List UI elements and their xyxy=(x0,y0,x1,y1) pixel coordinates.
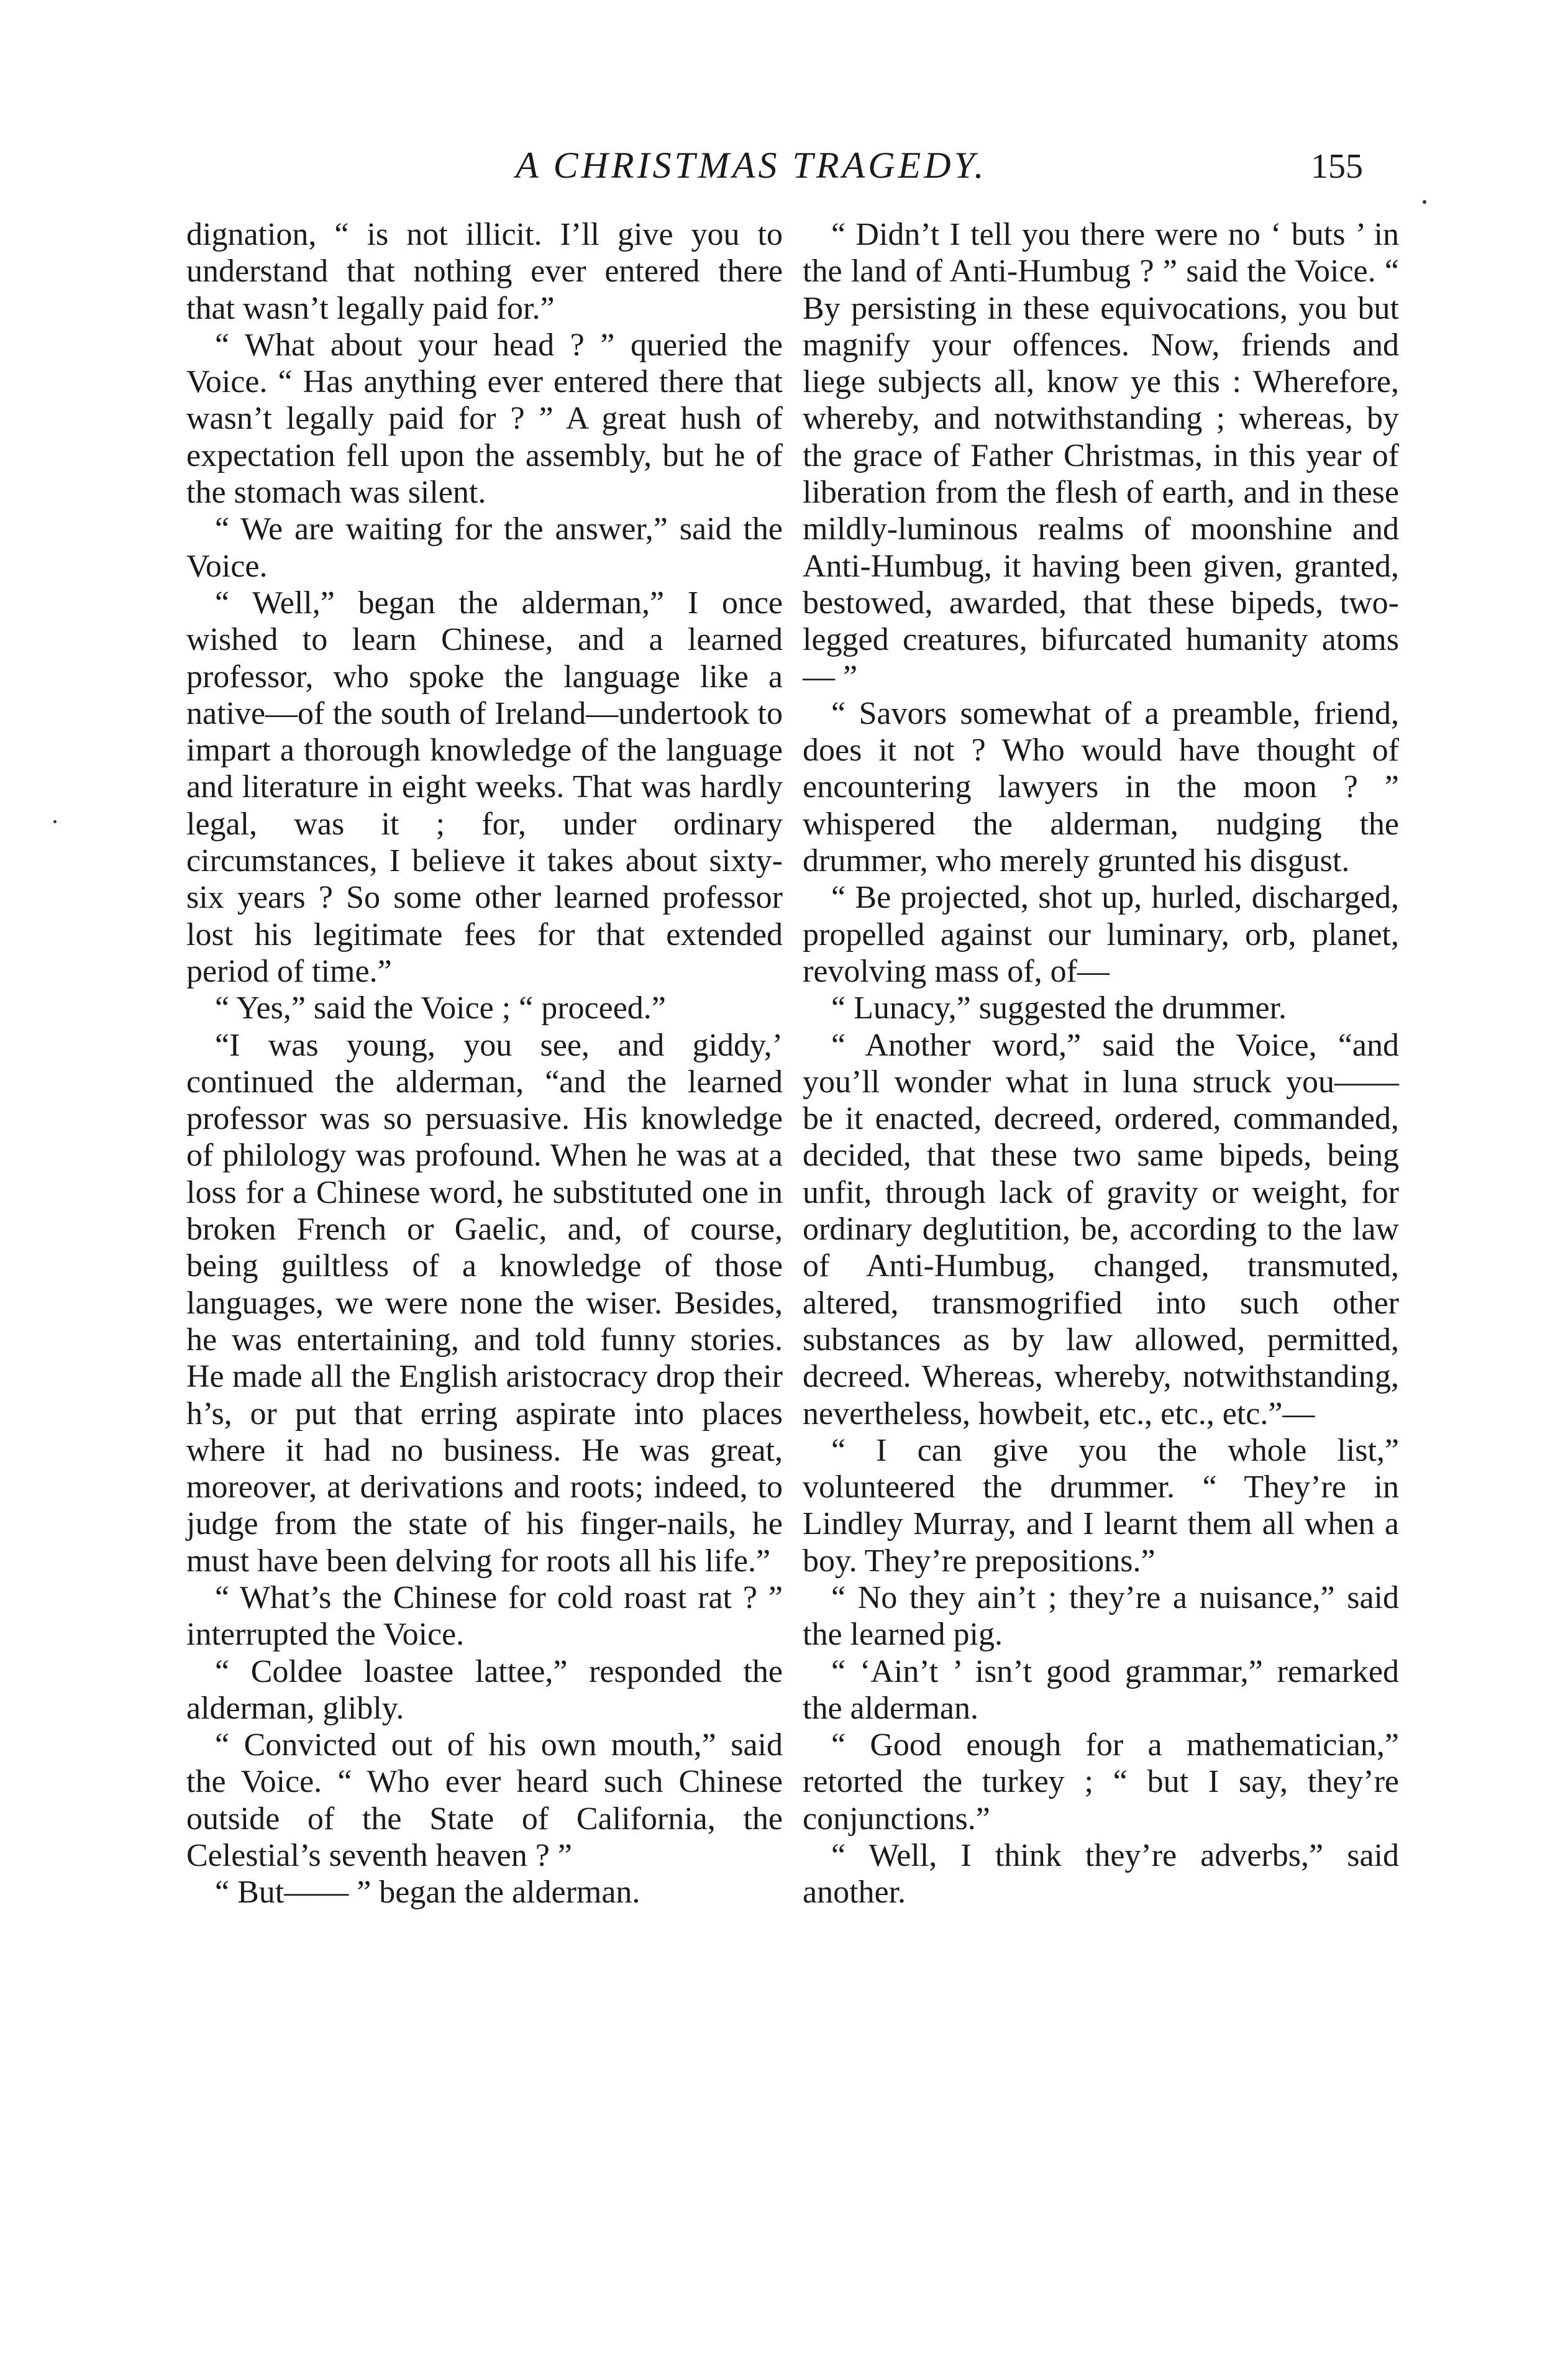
page-number: 155 xyxy=(1311,147,1363,186)
paragraph: “ Good enough for a mathematician,” retorted the turkey ; “ but I say, they’re conjunctions.” xyxy=(803,1727,1399,1837)
paragraph: “ No they ain’t ; they’re a nuisance,” said the learned pig. xyxy=(803,1579,1399,1653)
paragraph: “ Didn’t I tell you there were no ‘ buts ’ in the land of Anti-Humbug ? ” said the Voice. “ By persisting in these equivocations, you but magnify your offences. Now, friends and liege subjects all, know ye this : Wherefore, whereby, and notwithstanding ; whereas, by the grace of Father Christmas, in this year of liberation from the flesh of earth, and in these mildly-luminous realms of moonshine and Anti-Humbug, it having been given, granted, bestowed, awarded, that these bipeds, two-legged creatures, bifurcated humanity atoms— ” xyxy=(803,217,1399,695)
page-header xyxy=(0,144,1568,194)
paragraph: “ We are waiting for the answer,” said the Voice. xyxy=(186,511,783,584)
paragraph: “ Well, I think they’re adverbs,” said another. xyxy=(803,1838,1399,1911)
print-speck xyxy=(1423,200,1426,204)
paragraph: dignation, “ is not illicit. I’ll give you to understand that nothing ever entered there that wasn’t legally paid for.” xyxy=(186,217,783,326)
paragraph: “ I can give you the whole list,” volunteered the drummer. “ They’re in Lindley Murray, and I learnt them all when a boy. They’re prepositions.” xyxy=(803,1432,1399,1579)
paragraph: “ Another word,” said the Voice, “and you’ll wonder what in luna struck you—— be it enacted, decreed, ordered, commanded, decided, that these two same bipeds, being unfit, through lack of gravity or weight, for ordinary deglutition, be, according to the law of Anti-Humbug, changed, transmuted, altered, transmogrified into such other substances as by law allowed, permitted, decreed. Whereas, whereby, notwithstanding, nevertheless, howbeit, etc., etc., etc.”— xyxy=(803,1027,1399,1432)
paragraph: “ ‘Ain’t ’ isn’t good grammar,” remarked the alderman. xyxy=(803,1653,1399,1726)
right-column xyxy=(803,216,1399,1911)
paragraph: “ Savors somewhat of a preamble, friend, does it not ? Who would have thought of encountering lawyers in the moon ? ” whispered the alderman, nudging the drummer, who merely grunted his disgust. xyxy=(803,695,1399,879)
paragraph: “I was young, you see, and giddy,’ continued the alderman, “and the learned professor was so persuasive. His knowledge of philology was profound. When he was at a loss for a Chinese word, he substituted one in broken French or Gaelic, and, of course, being guiltless of a knowledge of those languages, we were none the wiser. Besides, he was entertaining, and told funny stories. He made all the English aristocracy drop their h’s, or put that erring aspirate into places where it had no business. He was great, moreover, at derivations and roots; indeed, to judge from the state of his finger-nails, he must have been delving for roots all his life.” xyxy=(186,1027,783,1579)
paragraph: “ Lunacy,” suggested the drummer. xyxy=(831,990,1287,1026)
running-title: A CHRISTMAS TRAGEDY. xyxy=(516,145,987,186)
print-speck xyxy=(53,820,57,823)
paragraph: “ What about your head ? ” queried the Voice. “ Has anything ever entered there that wasn’t legally paid for ? ” A great hush of expectation fell upon the assembly, but he of the stomach was silent. xyxy=(186,327,783,511)
paragraph: “ Be projected, shot up, hurled, discharged, propelled against our luminary, orb, planet, revolving mass of, of— xyxy=(803,880,1399,989)
left-column xyxy=(186,216,783,1911)
paragraph: “ Yes,” said the Voice ; “ proceed.” xyxy=(215,990,666,1026)
paragraph: “ Convicted out of his own mouth,” said the Voice. “ Who ever heard such Chinese outside of the State of California, the Celestial’s seventh heaven ? ” xyxy=(186,1727,783,1874)
paragraph: “ But—— ” began the alderman. xyxy=(215,1875,640,1911)
paragraph: “ Coldee loastee lattee,” responded the alderman, glibly. xyxy=(186,1653,783,1726)
paragraph: “ Well,” began the alderman,” I once wished to learn Chinese, and a learned professor, who spoke the language like a native—of the south of Ireland—undertook to impart a thorough knowledge of the language and literature in eight weeks. That was hardly legal, was it ; for, under ordinary circumstances, I believe it takes about sixty-six years ? So some other learned professor lost his legitimate fees for that extended period of time.” xyxy=(186,585,783,989)
paragraph: “ What’s the Chinese for cold roast rat ? ” interrupted the Voice. xyxy=(186,1579,783,1653)
